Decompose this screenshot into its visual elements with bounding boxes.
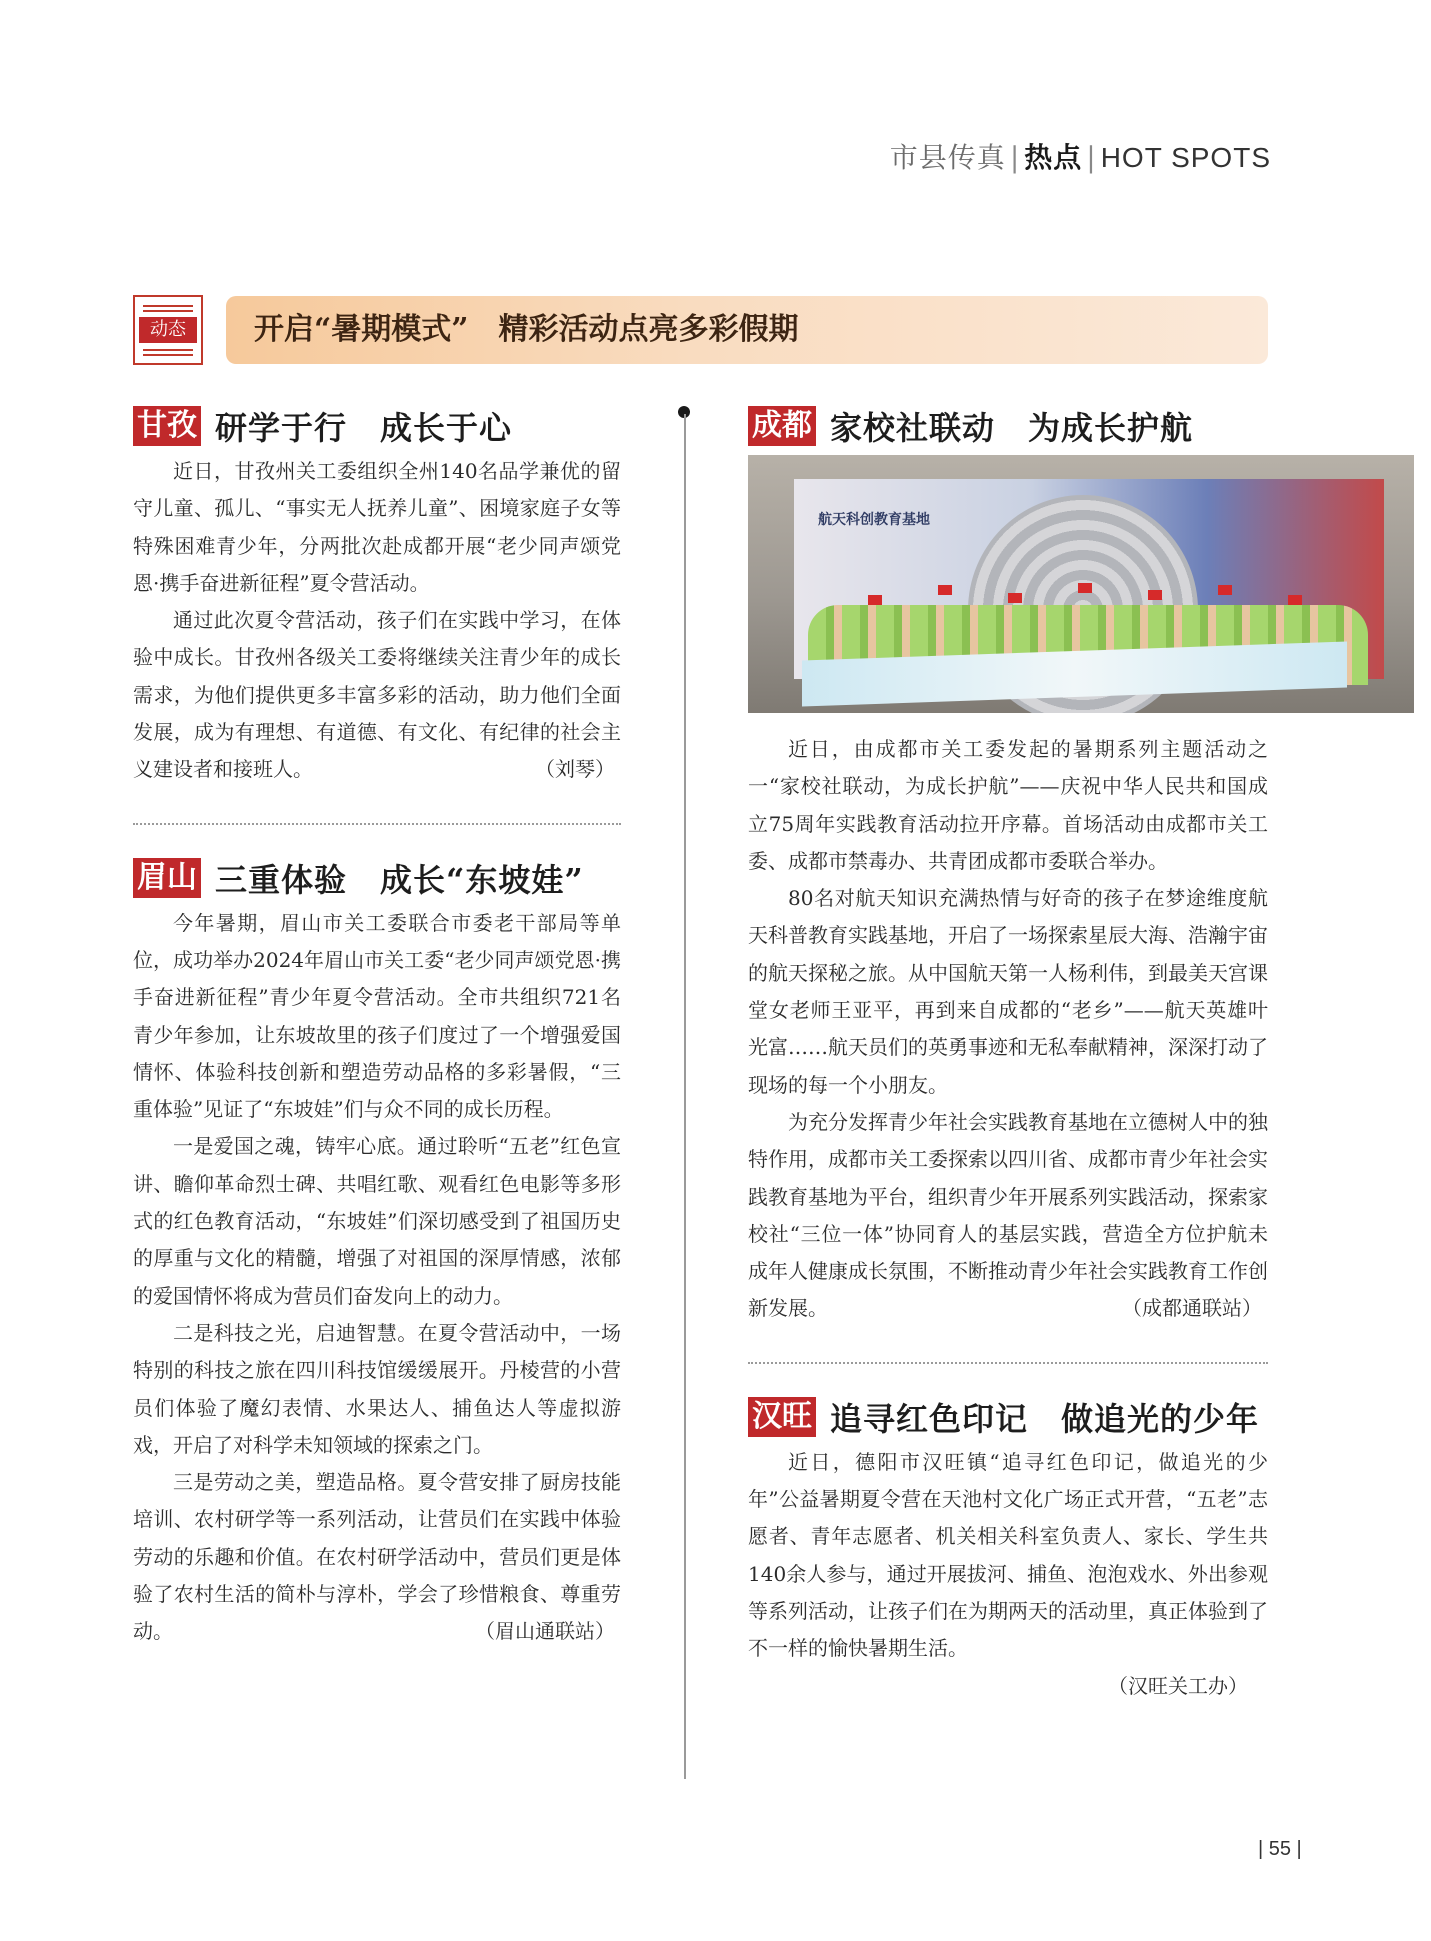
meishan-paragraph: 一是爱国之魂，铸牢心底。通过聆听“五老”红色宣讲、瞻仰革命烈士碑、共唱红歌、观看红色电影等多形式的红色教育活动，“东坡娃”们深切感受到了祖国历史的厚重与文化的精髓，增强了对祖国的深厚情感，浓郁的爱国情怀将成为营员们奋发向上的动力。 — [133, 1134, 621, 1308]
badge-label: 动态 — [139, 317, 197, 343]
chengdu-paragraph-text: 为充分发挥青少年社会实践教育基地在立德树人中的独特作用，成都市关工委探索以四川省、成都市青少年社会实践教育基地为平台，组织青少年开展系列实践活动，探索家校社“三位一体”协同育人的基层实践，营造全方位护航未成年人健康成长氛围，不断推动青少年社会实践教育工作创新发展。 — [748, 1109, 1268, 1321]
section-separator — [748, 1362, 1268, 1364]
meishan-paragraph — [133, 1464, 621, 1650]
hanwang-tag: 汉旺 — [748, 1397, 816, 1437]
chengdu-tag: 成都 — [748, 406, 816, 446]
meishan-tag: 眉山 — [133, 858, 201, 898]
ganzi-heading — [133, 405, 621, 447]
meishan-paragraph: 二是科技之光，启迪智慧。在夏令营活动中，一场特别的科技之旅在四川科技馆缓缓展开。丹棱营的小营员们体验了魔幻表情、水果达人、捕鱼达人等虚拟游戏，开启了对科学未知领域的探索之门。 — [133, 1320, 621, 1457]
chengdu-title: 家校社联动 为成长护航 — [830, 409, 1194, 447]
header-section: 市县传真 — [889, 141, 1006, 174]
photo-sign-text: 航天科创教育基地 — [818, 512, 930, 528]
chengdu-paragraph: 80名对航天知识充满热情与好奇的孩子在梦途维度航天科普教育实践基地，开启了一场探索星辰大海、浩瀚宇宙的航天探秘之旅。从中国航天第一人杨利伟，到最美天宫课堂女老师王亚平，再到来自成都的“老乡”——航天英雄叶光富……航天员们的英勇事迹和无私奉献精神，深深打动了现场的每一个小朋友。 — [748, 886, 1268, 1097]
chengdu-group-photo — [748, 455, 1414, 713]
ganzi-tag: 甘孜 — [133, 406, 201, 446]
page-number: | 55 | — [1258, 1838, 1302, 1860]
chengdu-source: （成都通联站） — [1122, 1296, 1262, 1321]
meishan-paragraph: 今年暑期，眉山市关工委联合市委老干部局等单位，成功举办2024年眉山市关工委“老少同声颂党恩·携手奋进新征程”青少年夏令营活动。全市共组织721名青少年参加，让东坡故里的孩子们度过了一个增强爱国情怀、体验科技创新和塑造劳动品格的多彩暑假，“三重体验”见证了“东坡娃”们与众不同的成长历程。 — [133, 910, 621, 1122]
ganzi-paragraph — [133, 602, 621, 788]
meishan-heading — [133, 857, 621, 899]
column-divider — [684, 414, 686, 1779]
hanwang-source: （汉旺关工办） — [1108, 1673, 1248, 1698]
chengdu-paragraph — [748, 1104, 1268, 1328]
meishan-paragraph-text: 三是劳动之美，塑造品格。夏令营安排了厨房技能培训、农村研学等一系列活动，让营员们在实践中体验劳动的乐趣和价值。在农村研学活动中，营员们更是体验了农村生活的简朴与淳朴，学会了珍惜粮食、尊重劳动。 — [133, 1470, 621, 1644]
chengdu-heading — [748, 405, 1268, 447]
header-hot: 热点 — [1024, 141, 1083, 174]
ganzi-source: （刘琴） — [535, 757, 615, 782]
right-column — [748, 405, 1268, 1705]
hanwang-title: 追寻红色印记 做追光的少年 — [830, 1399, 1260, 1438]
ganzi-title: 研学于行 成长于心 — [215, 409, 513, 447]
meishan-title: 三重体验 成长“东坡娃” — [215, 860, 584, 899]
hanwang-paragraph: 近日，德阳市汉旺镇“追寻红色印记，做追光的少年”公益暑期夏令营在天池村文化广场正式开营，“五老”志愿者、青年志愿者、机关相关科室负责人、家长、学生共140余人参与，通过开展拔河、捕鱼、泡泡戏水、外出参观等系列活动，让孩子们在为期两天的活动里，真正体验到了不一样的愉快暑期生活。 — [748, 1449, 1268, 1661]
ganzi-paragraph-text: 通过此次夏令营活动，孩子们在实践中学习，在体验中成长。甘孜州各级关工委将继续关注青少年的成长需求，为他们提供更多丰富多彩的活动，助力他们全面发展，成为有理想、有道德、有文化、有纪律的社会主义建设者和接班人。 — [133, 608, 621, 782]
meishan-source: （眉山通联站） — [475, 1619, 615, 1644]
news-badge — [133, 295, 203, 365]
topic-banner: 开启“暑期模式” 精彩活动点亮多彩假期 — [226, 296, 1268, 364]
page-header: 市县传真 | 热点 | HOT SPOTS — [889, 141, 1271, 174]
chengdu-paragraph: 近日，由成都市关工委发起的暑期系列主题活动之一“家校社联动，为成长护航”——庆祝中华人民共和国成立75周年实践教育活动拉开序幕。首场活动由成都市关工委、成都市禁毒办、共青团成都市委联合举办。 — [748, 737, 1268, 873]
left-column — [133, 405, 621, 1651]
ganzi-paragraph: 近日，甘孜州关工委组织全州140名品学兼优的留守儿童、孤儿、“事实无人抚养儿童”、困境家庭子女等特殊困难青少年，分两批次赴成都开展“老少同声颂党恩·携手奋进新征程”夏令营活动。 — [133, 459, 621, 595]
section-separator — [133, 823, 621, 825]
hanwang-heading — [748, 1396, 1268, 1438]
header-en: HOT SPOTS — [1100, 142, 1271, 173]
